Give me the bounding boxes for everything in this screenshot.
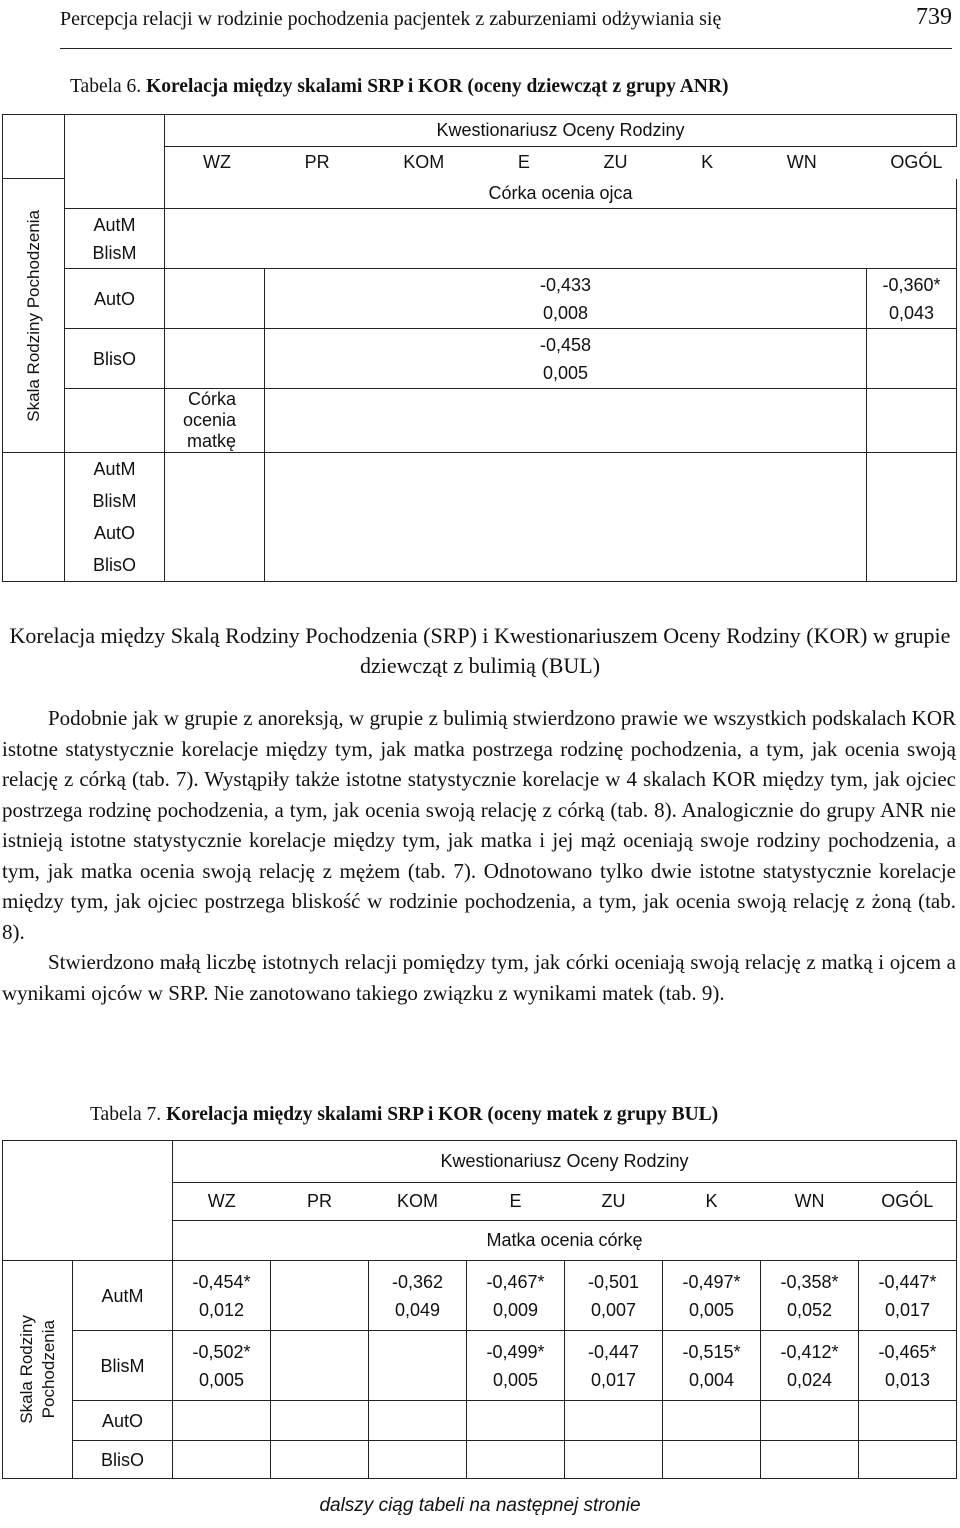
- table7-cell: [467, 1261, 565, 1331]
- table7-cell: [467, 1441, 565, 1479]
- cell-p: 0,008: [542, 302, 589, 323]
- cell-p: 0,007: [590, 1299, 637, 1320]
- table7-cell: [467, 1401, 565, 1441]
- table6-auto-left: [165, 269, 265, 329]
- table6-col-ogol: OGÓL: [890, 152, 943, 173]
- table6-caption-title: Korelacja między skalami SRP i KOR (oceny dziewcząt z grupy ANR): [146, 76, 729, 97]
- table6-column-headers: [165, 147, 957, 179]
- table7-col-wn: WN: [761, 1183, 859, 1221]
- table7-row-label: AutO: [73, 1401, 173, 1441]
- table7-row-header: [3, 1261, 73, 1479]
- table7-cell: [369, 1331, 467, 1401]
- table6-row-header: [3, 179, 65, 453]
- cell-r: -0,362: [391, 1271, 444, 1292]
- table6-row-auto: AutO: [65, 269, 165, 329]
- cell-r: -0,454*: [192, 1271, 251, 1292]
- table7-cell: [859, 1331, 957, 1401]
- table6-father-rows-1: [65, 209, 165, 269]
- table7-cell: [663, 1261, 761, 1331]
- table7-caption: [90, 1104, 718, 1126]
- cell-p: 0,012: [198, 1299, 245, 1320]
- table7-cell: [271, 1261, 369, 1331]
- table7-col-ogol: OGÓL: [859, 1183, 957, 1221]
- table6-col-wz: WZ: [203, 152, 231, 173]
- table6-row-header-label: Skala Rodziny Pochodzenia: [23, 209, 43, 422]
- table7-cell: [173, 1401, 271, 1441]
- table6-blank-k: [265, 389, 867, 453]
- cell-p: 0,005: [492, 1369, 539, 1390]
- cell-p: 0,024: [786, 1369, 833, 1390]
- table6-kor-header: Kwestionariusz Oceny Rodziny: [165, 115, 957, 147]
- table6-mother-rows: [65, 453, 165, 582]
- table7-col-zu: ZU: [565, 1183, 663, 1221]
- table6-caption-prefix: Tabela 6.: [70, 76, 142, 97]
- table7-col-wz: WZ: [173, 1183, 271, 1221]
- cell-p: 0,043: [888, 302, 935, 323]
- cell-r: -0,447*: [878, 1271, 937, 1292]
- table6-col-k: K: [701, 152, 714, 173]
- table7-row-label: AutM: [73, 1261, 173, 1331]
- cell-r: -0,502*: [192, 1341, 251, 1362]
- table7-cell: [761, 1401, 859, 1441]
- table6-auto-k: [265, 269, 867, 329]
- cell-r: -0,447: [587, 1341, 640, 1362]
- table7-cell: [663, 1331, 761, 1401]
- table7-cell: [173, 1441, 271, 1479]
- table6-row-header-end: [3, 453, 65, 582]
- cell-p: 0,017: [590, 1369, 637, 1390]
- table7-cell: [369, 1441, 467, 1479]
- table7-cell: [173, 1261, 271, 1331]
- row-label: BlisM: [92, 491, 137, 511]
- cell-r: -0,458: [539, 334, 592, 355]
- cell-r: -0,358*: [780, 1271, 839, 1292]
- table6-mother-empty-2: [265, 453, 867, 582]
- cell-p: 0,005: [688, 1299, 735, 1320]
- paragraph: Podobnie jak w grupie z anoreksją, w grupie z bulimią stwierdzono prawie we wszystkich podskalach KOR istotne statystycznie korelacje między tym, jak matka postrzega rodzinę pochodzenia, a tym, jak ocenia swoją relację z córką (tab. 7). Wystąpiły także istotne statystycznie korelacje w 4 skalach KOR między tym, jak ojciec postrzega rodzinę pochodzenia, a tym, jak ocenia swoją relację z córką (tab. 8). Analogicznie do grupy ANR nie istnieją istotne statystycznie korelacje między tym, jak matka i jej mąż oceniają swoje rodziny pochodzenia, a tym, jak matka ocenia swoją relację z mężem (tab. 7). Odnotowano tylko dwie istotne statystycznie korelacje między tym, jak ojciec postrzega bliskość w rodzinie pochodzenia, a tym, jak ocenia swoją relację z żoną (tab. 8).: [2, 706, 956, 944]
- table6-blank-ogol: [866, 389, 956, 453]
- table7-corner: [3, 1141, 173, 1261]
- cell-r: -0,515*: [682, 1341, 741, 1362]
- table6-bliso-left: [165, 329, 265, 389]
- cell-p: 0,049: [394, 1299, 441, 1320]
- table7-cell: [663, 1441, 761, 1479]
- cell-r: -0,497*: [682, 1271, 741, 1292]
- row-label: BlisM: [92, 242, 137, 263]
- cell-p: 0,004: [688, 1369, 735, 1390]
- cell-p: 0,009: [492, 1299, 539, 1320]
- table7-row-header-line1: Skala Rodziny: [16, 1315, 36, 1424]
- table7-cell: [565, 1331, 663, 1401]
- table6-mother-empty-1: [165, 453, 265, 582]
- table7-cell: [761, 1331, 859, 1401]
- table7-sub-label: Matka ocenia córkę: [173, 1221, 957, 1261]
- table7-cell: [369, 1261, 467, 1331]
- table7-col-kom: KOM: [369, 1183, 467, 1221]
- table7-cell: [173, 1331, 271, 1401]
- table6-bliso-k: [265, 329, 867, 389]
- table7-col-pr: PR: [271, 1183, 369, 1221]
- table7-row-header-line2: Pochodzenia: [38, 1320, 58, 1419]
- table6-col-kom: KOM: [403, 152, 445, 173]
- cell-r: -0,465*: [878, 1341, 937, 1362]
- table7-cell: [271, 1331, 369, 1401]
- table7-cell: [859, 1261, 957, 1331]
- table6-mother-label: Córka ocenia matkę: [165, 389, 265, 453]
- cell-p: 0,017: [884, 1299, 931, 1320]
- table7-col-e: E: [467, 1183, 565, 1221]
- table7-row-label: BlisM: [73, 1331, 173, 1401]
- table6-col-zu: ZU: [603, 152, 628, 173]
- table7-cell: [565, 1401, 663, 1441]
- cell-r: -0,499*: [486, 1341, 545, 1362]
- body-text: [2, 703, 956, 1008]
- table7-cell: [761, 1261, 859, 1331]
- cell-p: 0,005: [198, 1369, 245, 1390]
- continued-note: dalszy ciąg tabeli na następnej stronie: [319, 1495, 641, 1516]
- table6-blank-label: [65, 389, 165, 453]
- running-header: [60, 4, 952, 49]
- cell-r: -0,412*: [780, 1341, 839, 1362]
- cell-r: -0,360*: [882, 274, 941, 295]
- table6-father-label: Córka ocenia ojca: [165, 179, 957, 209]
- row-label: AutO: [93, 523, 136, 543]
- row-label: AutM: [93, 214, 136, 235]
- cell-p: 0,013: [884, 1369, 931, 1390]
- table7-cell: [565, 1261, 663, 1331]
- table7-cell: [369, 1401, 467, 1441]
- page-number: 739: [916, 4, 952, 30]
- table7-cell: [859, 1441, 957, 1479]
- cell-r: -0,501: [587, 1271, 640, 1292]
- table6-col-pr: PR: [304, 152, 330, 173]
- table6-mother-empty-3: [866, 453, 956, 582]
- table7-cell: [271, 1441, 369, 1479]
- table7-cell: [663, 1401, 761, 1441]
- table7-cell: [565, 1441, 663, 1479]
- table7-caption-title: Korelacja między skalami SRP i KOR (oceny matek z grupy BUL): [166, 1104, 719, 1125]
- table7-col-k: K: [663, 1183, 761, 1221]
- table6-father-empty: [165, 209, 957, 269]
- table7: [2, 1140, 957, 1479]
- table6-bliso-right: [866, 329, 956, 389]
- running-title: Percepcja relacji w rodzinie pochodzenia pacjentek z zaburzeniami odżywiania się: [60, 8, 722, 30]
- table6-row-bliso: BlisO: [65, 329, 165, 389]
- row-label: BlisO: [92, 555, 136, 575]
- table6-auto-ogol: [866, 269, 956, 329]
- table7-caption-prefix: Tabela 7.: [90, 1104, 162, 1125]
- section-heading: Korelacja między Skalą Rodziny Pochodzenia (SRP) i Kwestionariuszem Oceny Rodziny (KOR) w grupie dziewcząt z bulimią (BUL): [9, 623, 951, 678]
- table6-caption: [70, 76, 728, 98]
- paragraph: Stwierdzono małą liczbę istotnych relacji pomiędzy tym, jak córki oceniają swoją relację z matką i ojcem a wynikami ojców w SRP. Nie zanotowano takiego związku z wynikami matek (tab. 9).: [2, 950, 956, 1005]
- table6-corner-2: [65, 115, 165, 209]
- table7-cell: [467, 1331, 565, 1401]
- table6-corner: [3, 115, 65, 179]
- cell-p: 0,005: [542, 362, 589, 383]
- table7-row-label: BlisO: [73, 1441, 173, 1479]
- table7-kor-header: Kwestionariusz Oceny Rodziny: [173, 1141, 957, 1183]
- table6-col-e: E: [517, 152, 530, 173]
- table7-cell: [761, 1441, 859, 1479]
- table6-col-wn: WN: [786, 152, 817, 173]
- table7-cell: [271, 1401, 369, 1441]
- row-label: AutM: [93, 459, 136, 479]
- table7-cell: [859, 1401, 957, 1441]
- cell-p: 0,052: [786, 1299, 833, 1320]
- table6: [2, 114, 957, 582]
- cell-r: -0,433: [539, 274, 592, 295]
- cell-r: -0,467*: [486, 1271, 545, 1292]
